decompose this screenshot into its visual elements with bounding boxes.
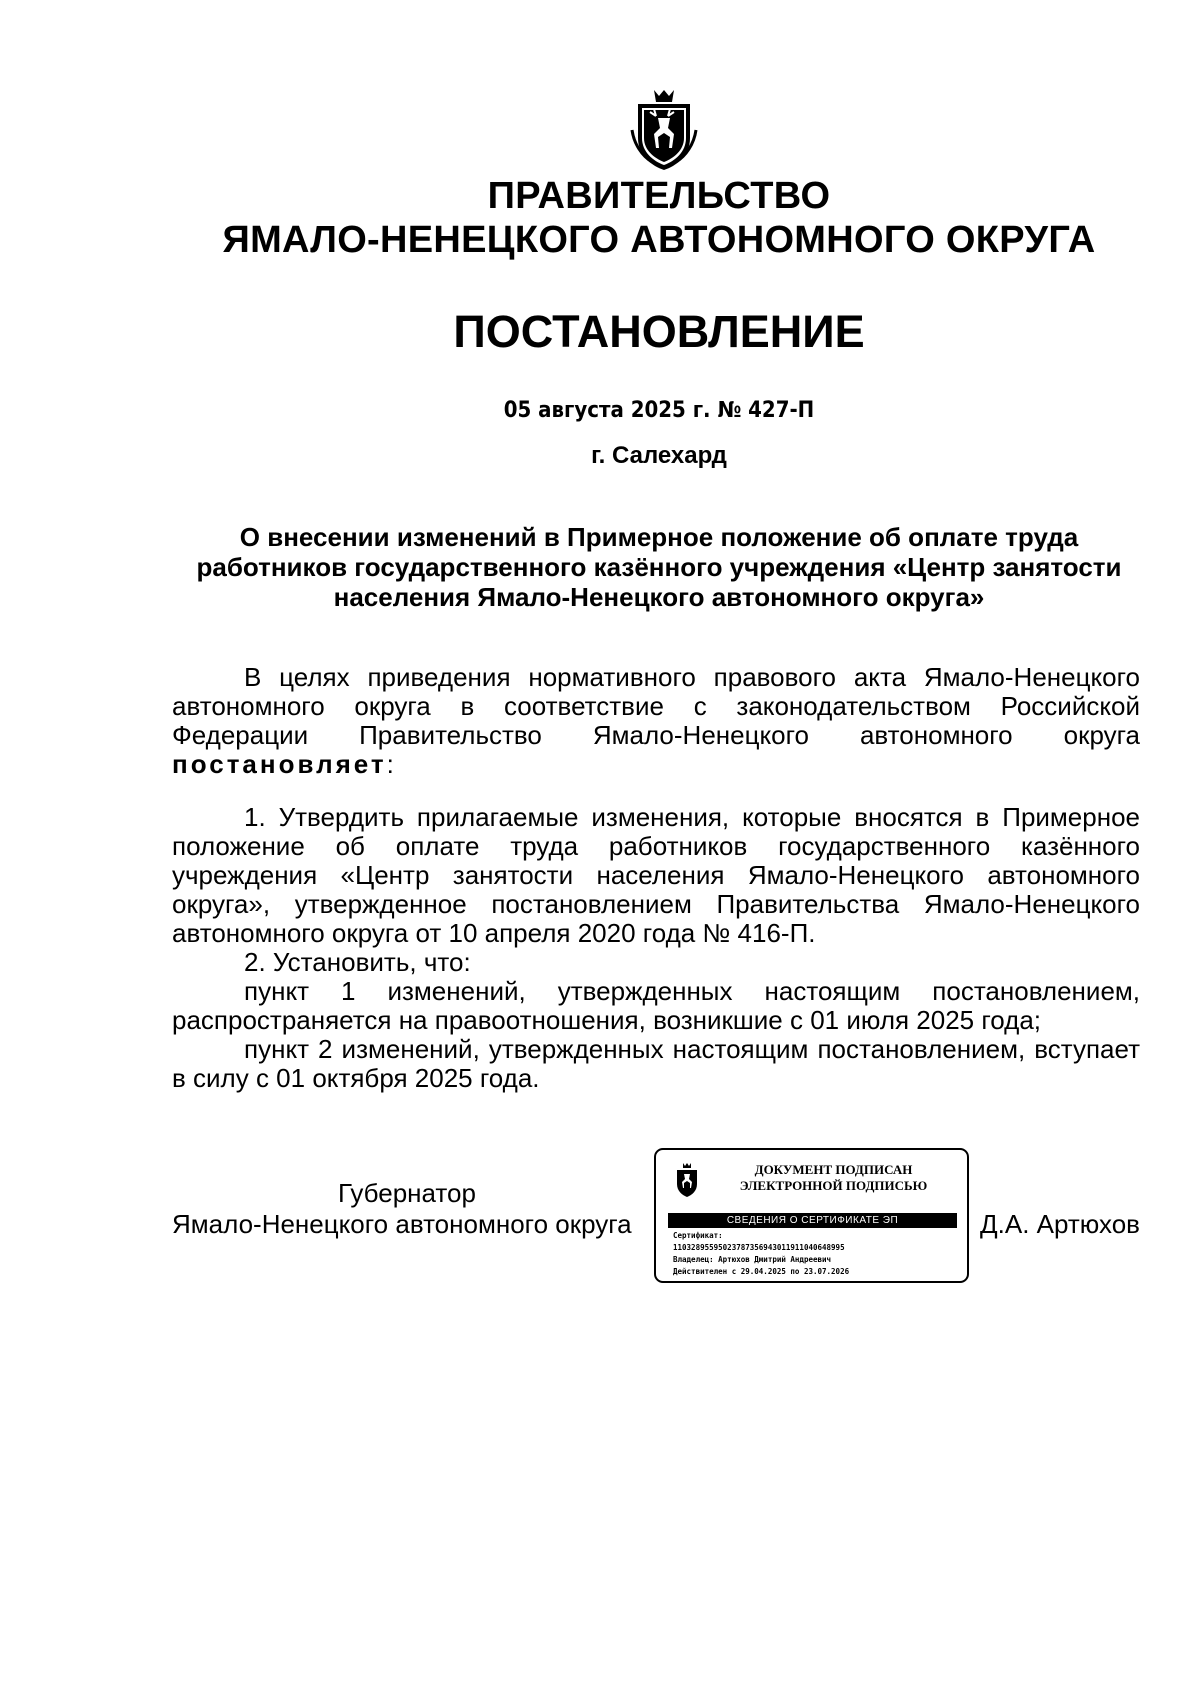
organization-name-line1: ПРАВИТЕЛЬСТВО [487, 175, 831, 217]
item-1: 1. Утвердить прилагаемые изменения, которые вносятся в Примерное положение об оплате труда работников государственного казённого учреждения «Центр занятости населения Ямало-Ненецкого автономного округа», утвержденное постановлением Правительства Ямало-Ненецкого автономного округа от 10 апреля 2020 года № 416-П. [172, 802, 1140, 948]
preamble-suffix: : [386, 749, 394, 779]
signatory-position [172, 1178, 642, 1240]
resolution-items [172, 803, 1140, 1093]
electronic-signature-stamp [654, 1148, 969, 1283]
certificate-label: Сертификат: [673, 1231, 723, 1240]
stamp-certificate-bar: СВЕДЕНИЯ О СЕРТИФИКАТЕ ЭП [668, 1213, 957, 1228]
preamble-keyword: постановляет [172, 749, 387, 779]
stamp-title [706, 1162, 961, 1194]
stamp-certificate-details [673, 1230, 963, 1278]
document-type: ПОСТАНОВЛЕНИЕ [453, 306, 865, 357]
certificate-validity: Действителен с 29.04.2025 по 23.07.2026 [673, 1267, 850, 1276]
document-title: О внесении изменений в Примерное положение об оплате труда работников государственного казённого учреждения «Центр занятости населения Ямало-Ненецкого автономного округа» [196, 522, 1122, 612]
document-date-number: 05 августа 2025 г. № 427-П [503, 398, 815, 423]
document-city: г. Салехард [591, 442, 727, 469]
preamble [172, 663, 1140, 779]
stamp-title-line2: ЭЛЕКТРОННОЙ ПОДПИСЬЮ [739, 1178, 928, 1193]
certificate-number: 11032895595023787356943011911040648995 [673, 1243, 845, 1252]
item-2: 2. Установить, что: [244, 947, 471, 977]
position-region: Ямало-Ненецкого автономного округа [172, 1209, 632, 1239]
certificate-owner: Владелец: Артюхов Дмитрий Андреевич [673, 1255, 832, 1264]
preamble-text: В целях приведения нормативного правового акта Ямало-Ненецкого автономного округа в соответствие с законодательством Российской Федерации Правительство Ямало-Ненецкого автономного округа [172, 662, 1140, 750]
coat-of-arms-icon [628, 86, 700, 172]
stamp-coat-of-arms-icon [674, 1162, 700, 1198]
position-title: Губернатор [338, 1178, 476, 1208]
organization-name-line2: ЯМАЛО-НЕНЕЦКОГО АВТОНОМНОГО ОКРУГА [222, 219, 1096, 261]
signatory-name: Д.А. Артюхов [980, 1209, 1140, 1239]
stamp-title-line1: ДОКУМЕНТ ПОДПИСАН [754, 1162, 913, 1177]
item-2-point-2: пункт 2 изменений, утвержденных настоящим постановлением, вступает в силу с 01 октября 2025 года. [172, 1034, 1140, 1093]
item-2-point-1: пункт 1 изменений, утвержденных настоящим постановлением, распространяется на правоотношения, возникшие с 01 июля 2025 года; [172, 976, 1140, 1035]
